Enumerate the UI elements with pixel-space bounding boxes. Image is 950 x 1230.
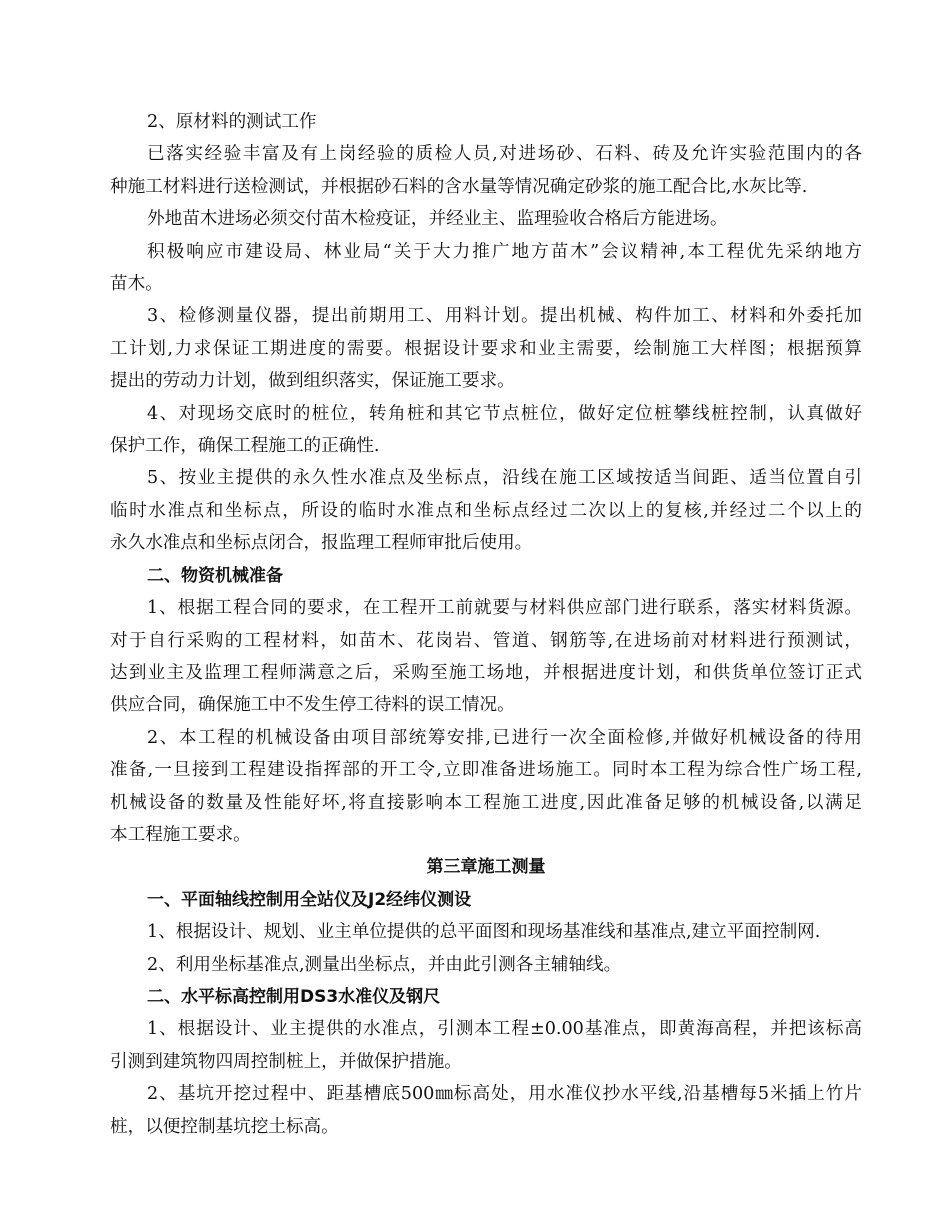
text-line: 5、按业主提供的永久性水准点及坐标点，沿线在施工区域按适当间距、适当位置自引 bbox=[147, 468, 862, 489]
text-line: 3、检修测量仪器，提出前期用工、用料计划。提出机械、构件加工、材料和外委托加 bbox=[147, 306, 862, 327]
paragraph-local-seedlings bbox=[110, 236, 862, 301]
paragraph-quality-inspection bbox=[110, 138, 862, 203]
text-line: 外地苗木进场必须交付苗木检疫证，并经业主、监理验收合格后方能进场。 bbox=[147, 209, 728, 230]
text-line: 2、利用坐标基准点,测量出坐标点，并由此引测各主辅轴线。 bbox=[147, 954, 622, 975]
text-line: 2、基坑开挖过程中、距基槽底500㎜标高处，用水准仪抄水平线,沿基槽每5米插上竹片 bbox=[147, 1084, 862, 1105]
text-line: 提出的劳动力计划，做到组织落实，保证施工要求。 bbox=[110, 371, 515, 392]
text-line: 达到业主及监理工程师满意之后，采购至施工场地，并根据进度计划，和供货单位签订正式 bbox=[110, 662, 862, 683]
text-line: 永久水准点和坐标点闭合，报监理工程师审批后使用。 bbox=[110, 533, 533, 554]
paragraph-item-5 bbox=[110, 462, 862, 559]
paragraph-coordinate-points bbox=[110, 949, 862, 981]
text-line: 1、根据工程合同的要求，在工程开工前就要与材料供应部门进行联系，落实材料货源。 bbox=[147, 598, 862, 619]
chapter-title: 第三章施工测量 bbox=[426, 857, 546, 878]
text-line: 供应合同，确保施工中不发生停工待料的误工情况。 bbox=[110, 695, 515, 716]
paragraph-item-3 bbox=[110, 300, 862, 397]
text-line: 机械设备的数量及性能好坏,将直接影响本工程施工进度,因此准备足够的机械设备,以满足 bbox=[110, 792, 862, 813]
text-line: 对于自行采购的工程材料，如苗木、花岗岩、管道、钢筋等,在进场前对材料进行预测试， bbox=[110, 630, 862, 651]
text-line: 苗木。 bbox=[110, 274, 163, 295]
text-line: 2、本工程的机械设备由项目部统筹安排,已进行一次全面检修,并做好机械设备的待用 bbox=[147, 727, 862, 748]
text-line: 保护工作，确保工程施工的正确性. bbox=[110, 436, 380, 457]
paragraph-excavation-level bbox=[110, 1078, 862, 1143]
section-heading-level-control: 二、水平标高控制用DS3水准仪及钢尺 bbox=[147, 986, 441, 1007]
text-line: 1、根据设计、规划、业主单位提供的总平面图和现场基准线和基准点,建立平面控制网. bbox=[147, 922, 821, 943]
section-heading-plane-axis: 一、平面轴线控制用全站仪及J2经纬仪测设 bbox=[147, 889, 472, 910]
text-line: 4、对现场交底时的桩位，转角桩和其它节点桩位，做好定位桩攀线桩控制，认真做好 bbox=[147, 403, 862, 424]
paragraph-machinery bbox=[110, 722, 862, 852]
text-line: 种施工材料进行送检测试，并根据砂石料的含水量等情况确定砂浆的施工配合比,水灰比等. bbox=[110, 176, 808, 197]
text-line: 桩，以便控制基坑挖土标高。 bbox=[110, 1116, 339, 1137]
text-line: 本工程施工要求。 bbox=[110, 824, 251, 845]
section-heading-materials-machinery: 二、物资机械准备 bbox=[147, 565, 283, 586]
paragraph-material-procurement bbox=[110, 592, 862, 722]
text-line: 临时水准点和坐标点，所设的临时水准点和坐标点经过二次以上的复核,并经过二个以上的 bbox=[110, 500, 862, 521]
paragraph-plane-control-network bbox=[110, 916, 862, 948]
text-line: 积极响应市建设局、林业局“关于大力推广地方苗木”会议精神,本工程优先采纳地方 bbox=[147, 241, 862, 262]
paragraph-seedling-quarantine bbox=[110, 203, 862, 235]
text-line: 准备,一旦接到工程建设指挥部的开工令,立即准备进场施工。同时本工程为综合性广场工程, bbox=[110, 760, 862, 781]
text-line: 1、根据设计、业主提供的水准点，引测本工程±0.00基准点，即黄海高程，并把该标高 bbox=[147, 1019, 862, 1040]
document-page bbox=[110, 106, 862, 1143]
paragraph-benchmark bbox=[110, 1013, 862, 1078]
paragraph-item-4 bbox=[110, 398, 862, 463]
text-line: 引测到建筑物四周控制桩上，并做保护措施。 bbox=[110, 1051, 462, 1072]
text-line: 2、原材料的测试工作 bbox=[147, 112, 317, 132]
text-line: 已落实经验丰富及有上岗经验的质检人员,对进场砂、石料、砖及允许实验范围内的各 bbox=[147, 144, 862, 165]
text-line: 工计划,力求保证工期进度的需要。根据设计要求和业主需要，绘制施工大样图；根据预算 bbox=[110, 338, 862, 359]
paragraph-raw-materials-heading bbox=[110, 106, 862, 138]
